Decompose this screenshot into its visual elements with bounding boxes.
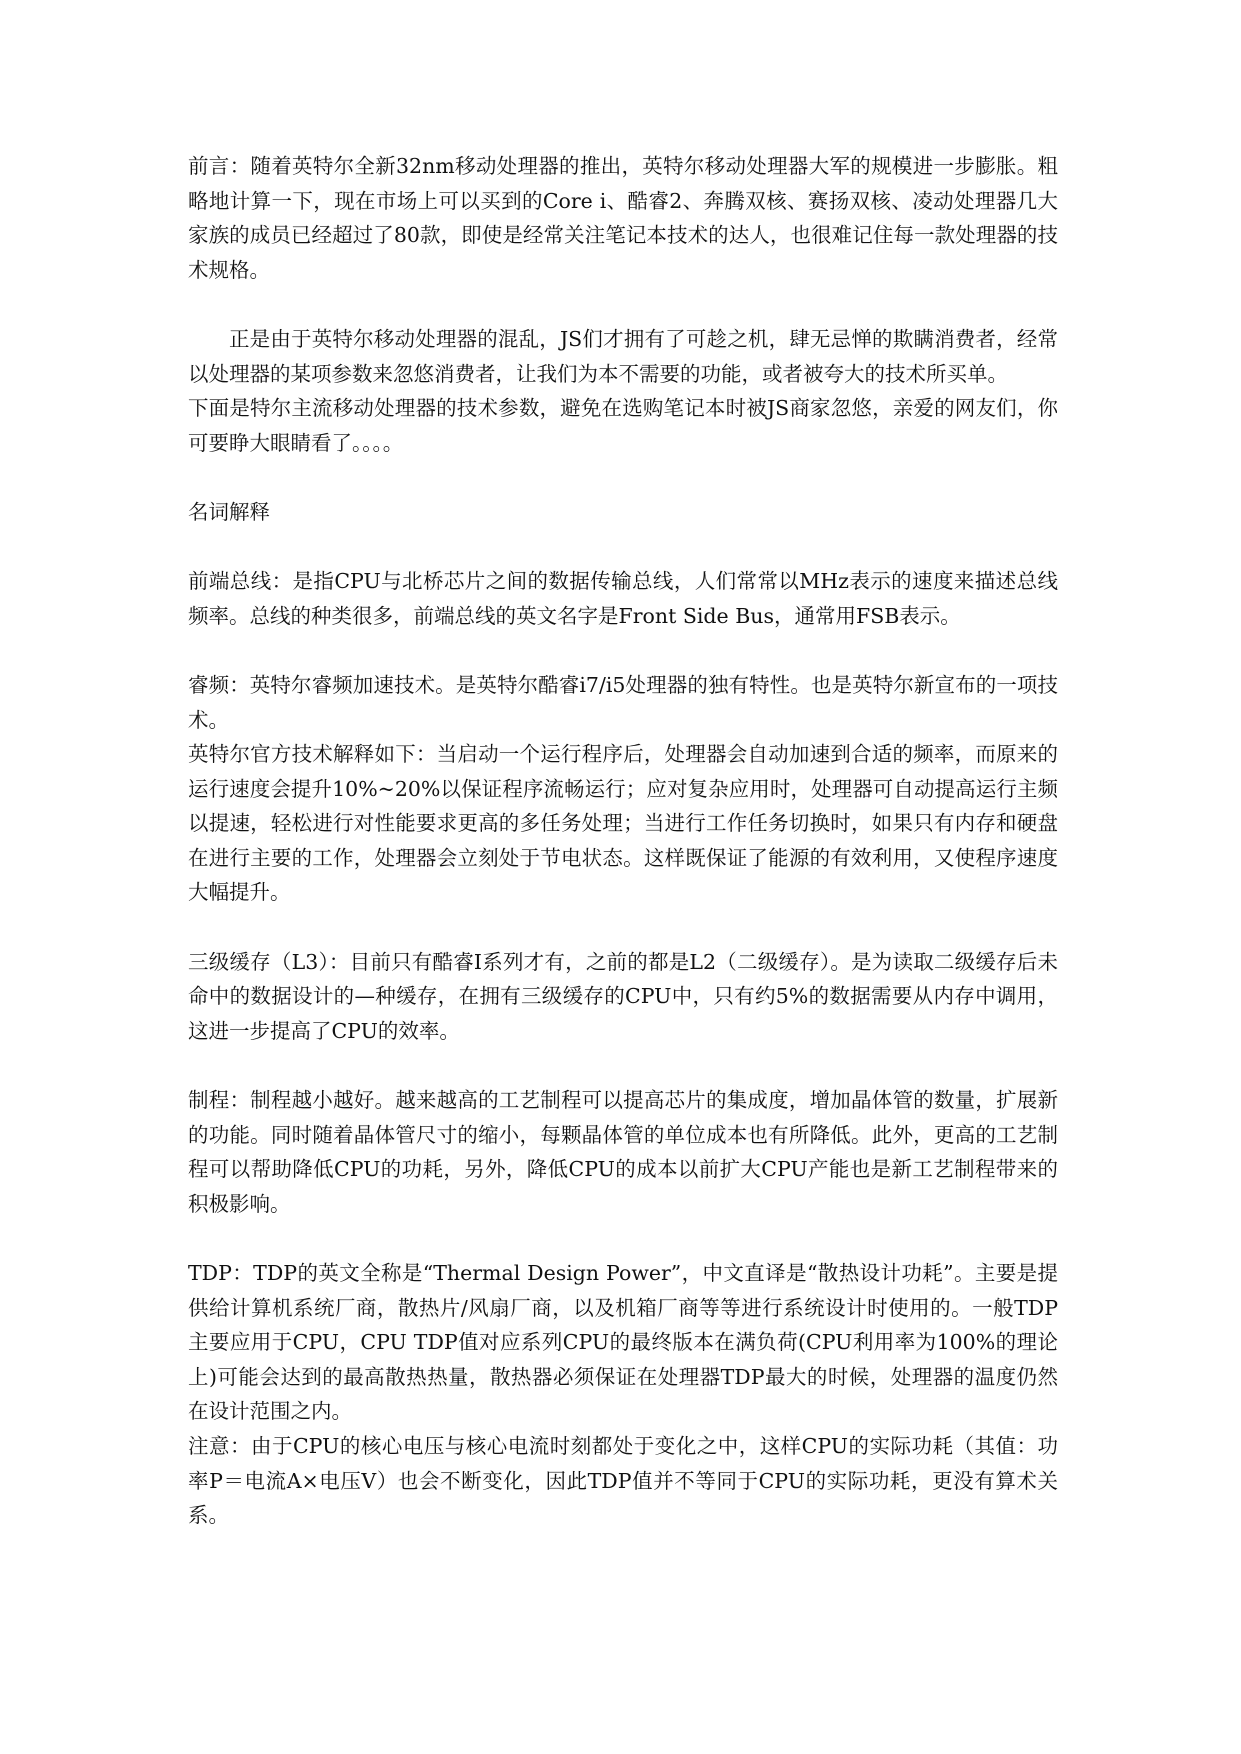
fsb-paragraph: 前端总线：是指CPU与北桥芯片之间的数据传输总线，人们常常以MHz表示的速度来描述总线频率。总线的种类很多，前端总线的英文名字是Front Side Bus，通常用FSB表示。 xyxy=(188,569,1058,628)
params-paragraph: 下面是特尔主流移动处理器的技术参数，避免在选购笔记本时被JS商家忽悠，亲爱的网友们，你可要睁大眼睛看了。。。。 xyxy=(188,396,1058,455)
paragraph-spacer xyxy=(188,1048,1058,1083)
document-body xyxy=(188,149,1058,1533)
chaos-paragraph: 正是由于英特尔移动处理器的混乱，JS们才拥有了可趁之机，肆无忌惮的欺瞒消费者，经常以处理器的某项参数来忽悠消费者，让我们为本不需要的功能，或者被夸大的技术所买单。 xyxy=(188,326,1058,386)
glossary-heading: 名词解释 xyxy=(188,499,270,524)
paragraph-spacer xyxy=(188,460,1058,495)
paragraph-spacer xyxy=(188,1221,1058,1256)
turbo-paragraph: 睿频：英特尔睿频加速技术。是英特尔酷睿i7/i5处理器的独有特性。也是英特尔新宣布的一项技术。 xyxy=(188,672,1058,732)
intro-paragraph: 前言：随着英特尔全新32nm移动处理器的推出，英特尔移动处理器大军的规模进一步膨胀。粗略地计算一下，现在市场上可以买到的Core i、酷睿2、奔腾双核、赛扬双核、凌动处理器几大家族的成员已经超过了80款，即使是经常关注笔记本技术的达人，也很难记住每一款处理器的技术规格。 xyxy=(188,154,1058,282)
turbo-official-paragraph: 英特尔官方技术解释如下：当启动一个运行程序后，处理器会自动加速到合适的频率，而原来的运行速度会提升10%~20%以保证程序流畅运行；应对复杂应用时，处理器可自动提高运行主频以提速，轻松进行对性能要求更高的多任务处理；当进行工作任务切换时，如果只有内存和硬盘在进行主要的工作，处理器会立刻处于节电状态。这样既保证了能源的有效利用，又使程序速度大幅提升。 xyxy=(188,742,1058,905)
paragraph-spacer xyxy=(188,910,1058,945)
l3-paragraph: 三级缓存（L3）：目前只有酷睿I系列才有，之前的都是L2（二级缓存）。是为读取二级缓存后未命中的数据设计的—种缓存，在拥有三级缓存的CPU中，只有约5%的数据需要从内存中调用，这进一步提高了CPU的效率。 xyxy=(188,949,1058,1043)
paragraph-spacer xyxy=(188,633,1058,668)
tdp-note-paragraph: 注意：由于CPU的核心电压与核心电流时刻都处于变化之中，这样CPU的实际功耗（其值：功率P＝电流A×电压V）也会不断变化，因此TDP值并不等同于CPU的实际功耗，更没有算术关系。 xyxy=(188,1433,1058,1528)
paragraph-spacer xyxy=(188,287,1058,322)
process-paragraph: 制程：制程越小越好。越来越高的工艺制程可以提高芯片的集成度，增加晶体管的数量，扩展新的功能。同时随着晶体管尺寸的缩小，每颗晶体管的单位成本也有所降低。此外，更高的工艺制程可以帮助降低CPU的功耗，另外，降低CPU的成本以前扩大CPU产能也是新工艺制程带来的积极影响。 xyxy=(188,1088,1058,1216)
paragraph-spacer xyxy=(188,530,1058,565)
tdp-paragraph: TDP：TDP的英文全称是“Thermal Design Power”，中文直译是“散热设计功耗”。主要是提供给计算机系统厂商，散热片/风扇厂商，以及机箱厂商等等进行系统设计时使用的。一般TDP主要应用于CPU，CPU TDP值对应系列CPU的最终版本在满负荷(CPU利用率为100%的理论上)可能会达到的最高散热热量，散热器必须保证在处理器TDP最大的时候，处理器的温度仍然在设计范围之内。 xyxy=(188,1261,1058,1424)
